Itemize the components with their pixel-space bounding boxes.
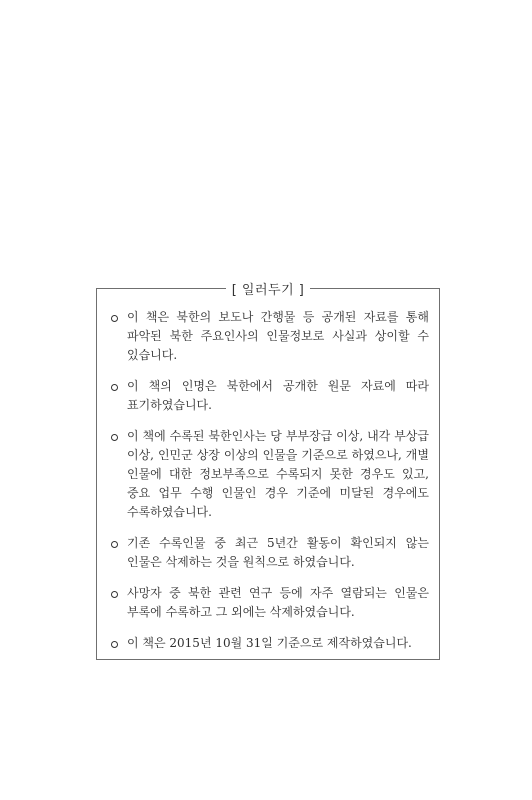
note-item <box>111 427 429 522</box>
note-text: 기존 수록인물 중 최근 5년간 활동이 확인되지 않는 인물은 삭제하는 것을 원칙으로 하였습니다. <box>127 536 429 569</box>
note-text: 이 책의 인명은 북한에서 공개한 원문 자료에 따라 표기하였습니다. <box>127 379 429 412</box>
header-rule-right <box>310 288 440 289</box>
note-item <box>111 584 429 622</box>
circle-bullet-icon <box>111 591 122 597</box>
circle-bullet-icon <box>111 541 122 547</box>
notes-title: [ 일러두기 ] <box>231 282 305 298</box>
notes-box <box>96 282 440 660</box>
header-rule-left <box>96 288 226 289</box>
circle-bullet-icon <box>111 384 122 390</box>
notes-header <box>96 279 440 297</box>
note-text: 이 책에 수록된 북한인사는 당 부부장급 이상, 내각 부상급 이상, 인민군 상장 이상의 인물을 기준으로 하였으나, 개별 인물에 대한 정보부족으로 수록되지 못한 경우도 있고, 중요 업무 수행 인물인 경우 기준에 미달된 경우에도 수록하였습니다. <box>127 429 429 519</box>
note-text: 이 책은 2015년 10월 31일 기준으로 제작하였습니다. <box>127 636 412 650</box>
note-item <box>111 377 429 415</box>
circle-bullet-icon <box>111 641 122 647</box>
note-text: 이 책은 북한의 보도나 간행물 등 공개된 자료를 통해 파악된 북한 주요인사의 인물정보로 사실과 상이할 수 있습니다. <box>127 310 429 362</box>
note-item <box>111 308 429 365</box>
note-text: 사망자 중 북한 관련 연구 등에 자주 열람되는 인물은 부록에 수록하고 그 외에는 삭제하였습니다. <box>127 586 429 619</box>
notes-list <box>97 288 439 653</box>
circle-bullet-icon <box>111 434 122 440</box>
circle-bullet-icon <box>111 315 122 321</box>
note-item <box>111 634 429 653</box>
note-item <box>111 534 429 572</box>
